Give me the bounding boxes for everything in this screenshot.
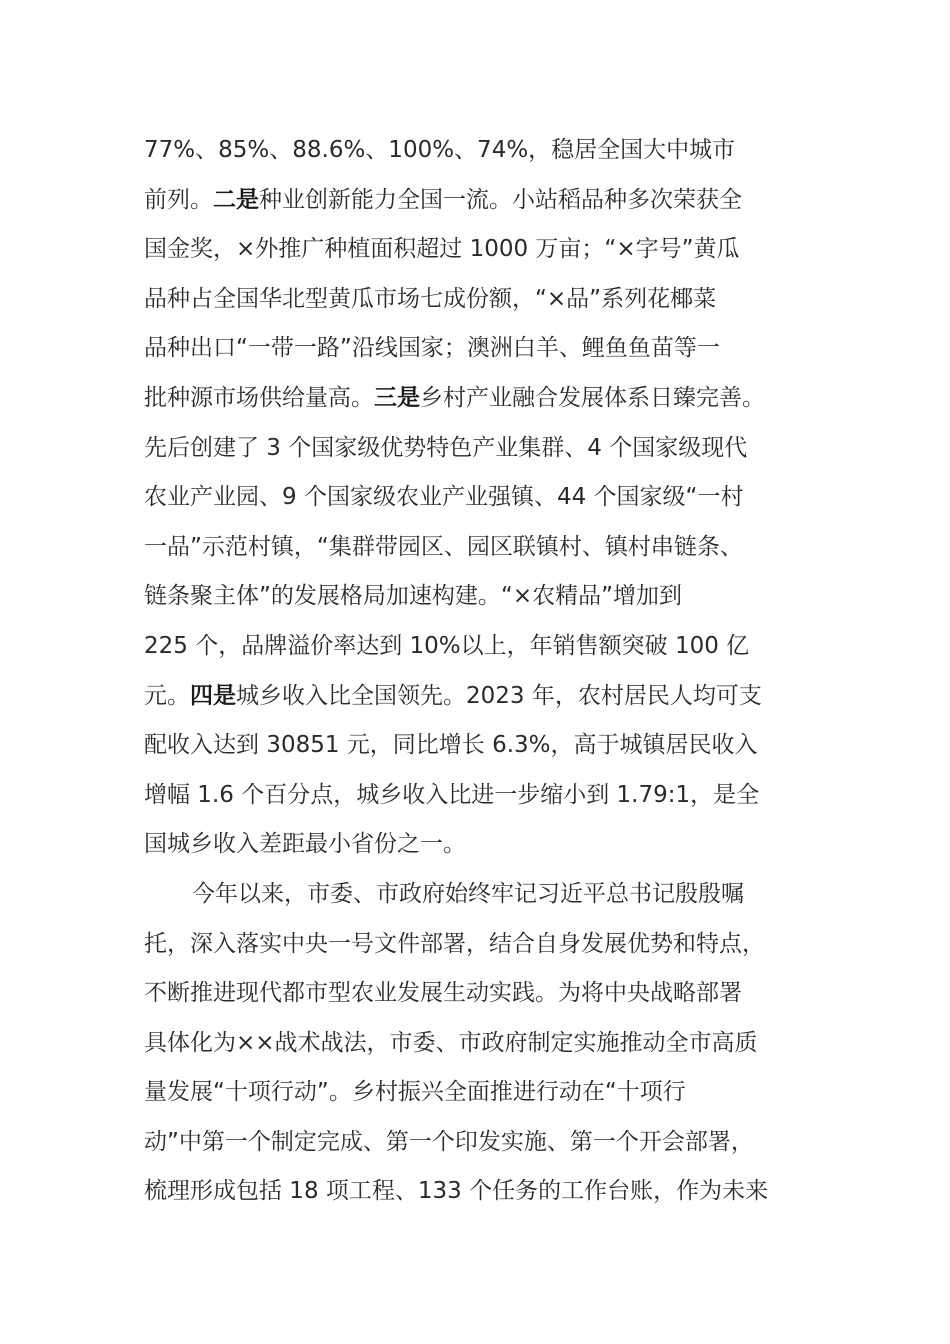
text-line: 一品”示范村镇，“集群带园区、园区联镇村、镇村串链条、 <box>144 533 743 560</box>
text-line: 动”中第一个制定完成、第一个印发实施、第一个开会部署， <box>144 1128 754 1155</box>
emphasis-label: 四是 <box>190 682 236 709</box>
text-line: 先后创建了 3 个国家级优势特色产业集群、4 个国家级现代 <box>144 434 748 461</box>
text-line: 前列。二是种业创新能力全国一流。小站稻品种多次荣获全 <box>144 186 742 213</box>
text-line: 不断推进现代都市型农业发展生动实践。为将中央战略部署 <box>144 980 742 1007</box>
text-line: 托，深入落实中央一号文件部署，结合自身发展优势和特点， <box>144 930 765 957</box>
text-line: 批种源市场供给量高。三是乡村产业融合发展体系日臻完善。 <box>144 384 765 411</box>
body-text <box>144 126 816 1217</box>
text-line: 量发展“十项行动”。乡村振兴全面推进行动在“十项行 <box>144 1079 686 1106</box>
text-line: 77%、85%、88.6%、100%、74%，稳居全国大中城市 <box>144 137 736 163</box>
text-line: 国城乡收入差距最小省份之一。 <box>144 831 466 858</box>
text-line: 国金奖，×外推广种植面积超过 1000 万亩；“×字号”黄瓜 <box>144 236 740 263</box>
text-line: 农业产业园、9 个国家级农业产业强镇、44 个国家级“一村 <box>144 484 744 511</box>
text-line: 梳理形成包括 18 项工程、133 个任务的工作台账，作为未来 <box>144 1178 769 1205</box>
text-line: 品种出口“一带一路”沿线国家；澳洲白羊、鲤鱼鱼苗等一 <box>144 335 720 362</box>
text-line: 配收入达到 30851 元，同比增长 6.3%，高于城镇居民收入 <box>144 732 758 759</box>
emphasis-label: 二是 <box>213 186 259 213</box>
text-line: 225 个，品牌溢价率达到 10%以上，年销售额突破 100 亿 <box>144 632 750 659</box>
text-line: 品种占全国华北型黄瓜市场七成份额，“×品”系列花椰菜 <box>144 285 717 312</box>
text-line: 链条聚主体”的发展格局加速构建。“×农精品”增加到 <box>144 583 683 610</box>
text-line: 元。四是城乡收入比全国领先。2023 年，农村居民人均可支 <box>144 682 762 709</box>
emphasis-label: 三是 <box>374 384 420 411</box>
text-line: 增幅 1.6 个百分点，城乡收入比进一步缩小到 1.79:1，是全 <box>144 781 760 808</box>
paragraph-first-line: 今年以来，市委、市政府始终牢记习近平总书记殷殷嘱 <box>192 880 744 907</box>
text-line: 具体化为××战术战法，市委、市政府制定实施推动全市高质 <box>144 1029 758 1056</box>
